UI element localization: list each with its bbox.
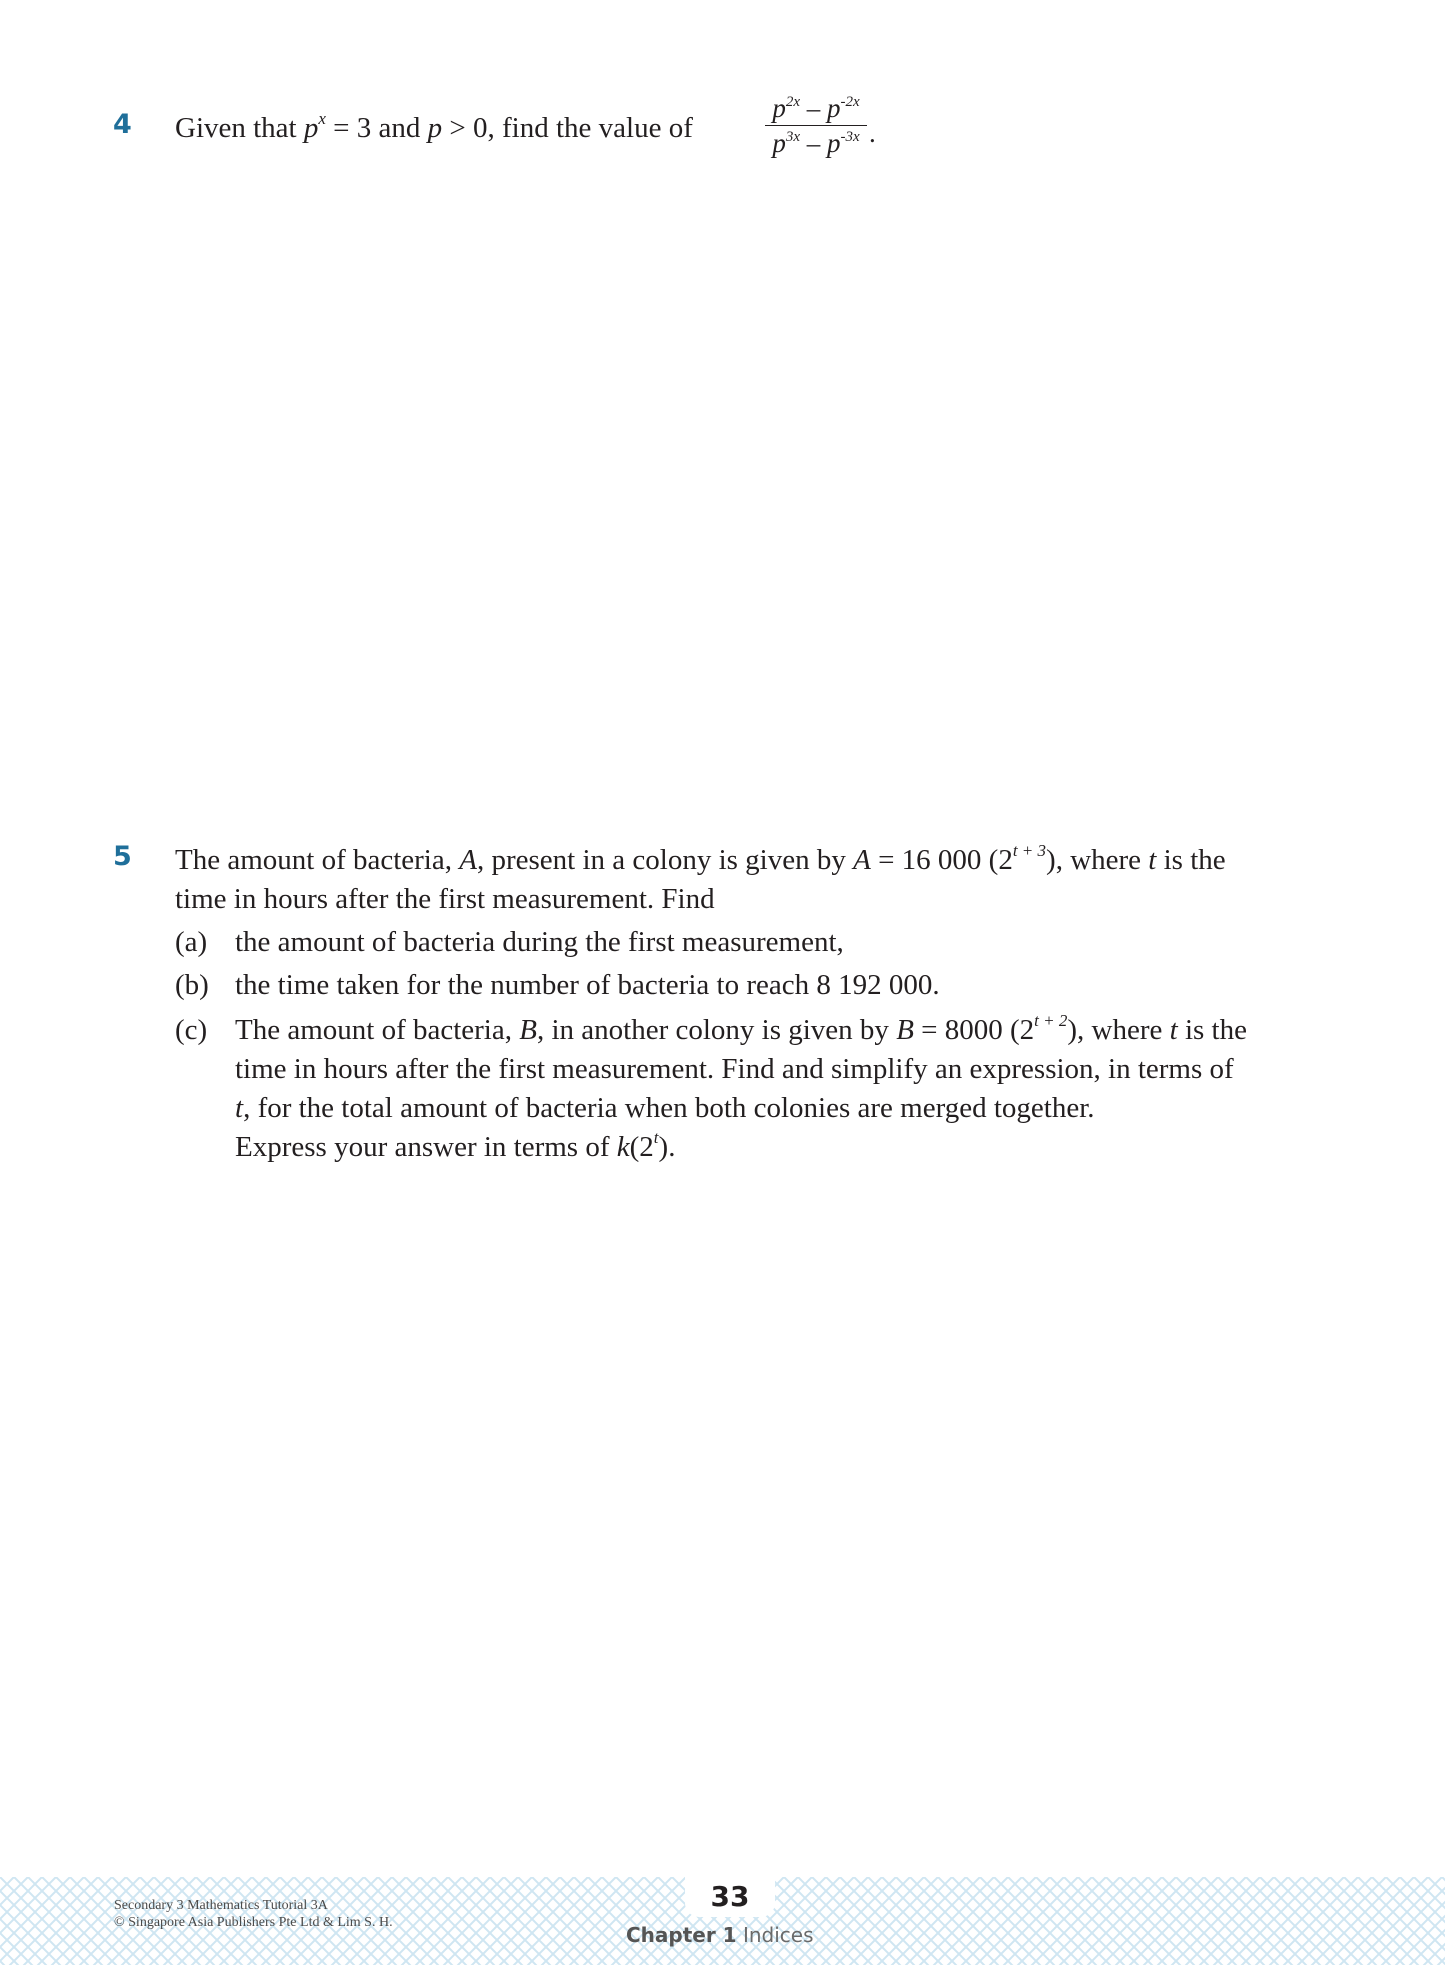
q4-fraction xyxy=(765,92,867,159)
chapter-name: Indices xyxy=(742,1923,814,1947)
question-4-text xyxy=(175,109,693,147)
q5-part-a-text: the amount of bacteria during the first measurement, xyxy=(235,926,844,958)
chapter-number: Chapter 1 xyxy=(626,1923,737,1947)
footer-copyright: © Singapore Asia Publishers Pte Ltd & Lim S. H. xyxy=(114,1915,393,1930)
q4-fraction-denominator: $p^{3x} - p^{-3x}$ xyxy=(772,128,860,158)
question-4-number: 4 xyxy=(113,109,132,140)
q4-var-p: p xyxy=(303,112,319,144)
footer-book-title: Secondary 3 Mathematics Tutorial 3A xyxy=(114,1898,328,1913)
q5-part-b-label: (b) xyxy=(175,969,209,1001)
q5-part-b-text: the time taken for the number of bacteria to reach 8 192 000. xyxy=(235,969,940,1001)
q4-text-gt0: > 0, find the value of xyxy=(442,112,693,144)
q4-end-dot: . xyxy=(869,118,876,148)
q5-line-1: The amount of bacteria, A, present in a colony is given by A = 16 000 $(2^{t + 3})$, where t is the xyxy=(175,841,1226,876)
q5-part-c-line-2: time in hours after the first measurement. Find and simplify an expression, in terms of xyxy=(235,1053,1234,1085)
page-number: 33 xyxy=(685,1877,775,1917)
q5-part-c-line-1: The amount of bacteria, B, in another colony is given by B = 8000 $(2^{t + 2})$, where t is the xyxy=(235,1011,1247,1046)
q4-text-given-that: Given that xyxy=(175,112,304,144)
q5-part-c-line-3: t, for the total amount of bacteria when both colonies are merged together. xyxy=(235,1092,1095,1124)
q4-var-p-2: p xyxy=(427,112,443,144)
q5-part-c-line-4: Express your answer in terms of k(2$^t$). xyxy=(235,1128,676,1163)
question-5-number: 5 xyxy=(113,841,132,872)
q5-part-a-label: (a) xyxy=(175,926,208,958)
q4-text-eq3: = 3 and xyxy=(325,112,428,144)
q5-line-2: time in hours after the first measurement. Find xyxy=(175,883,715,915)
q4-sup-x: x xyxy=(318,109,326,128)
q5-part-c-label: (c) xyxy=(175,1014,208,1046)
chapter-label xyxy=(626,1922,814,1948)
q4-fraction-numerator: $p^{2x} - p^{-2x}$ xyxy=(765,92,867,126)
